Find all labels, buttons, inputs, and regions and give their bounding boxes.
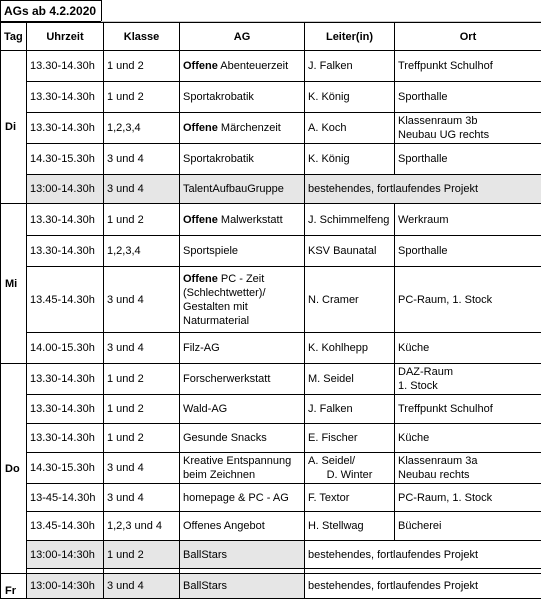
- day-cell-di[interactable]: Di: [1, 51, 27, 204]
- ag-cell[interactable]: Offenes Angebot: [180, 512, 305, 541]
- ag-name: Märchenzeit: [220, 122, 281, 134]
- klasse-cell[interactable]: 3 und 4: [104, 574, 180, 599]
- table-row: [1, 484, 541, 512]
- day-cell-do[interactable]: Do: [1, 364, 27, 574]
- table-row: [1, 267, 541, 333]
- klasse-cell[interactable]: 3 und 4: [104, 484, 180, 512]
- ag-bold-prefix: Offene: [183, 60, 218, 72]
- ort-cell[interactable]: Sporthalle: [395, 144, 541, 175]
- table-row: [1, 364, 541, 395]
- time-cell[interactable]: 13.30-14.30h: [27, 82, 104, 113]
- table-row: [1, 113, 541, 144]
- ag-name: Malwerkstatt: [220, 213, 283, 226]
- leiter-cell[interactable]: K. Kohlhepp: [305, 333, 395, 364]
- klasse-cell[interactable]: 1 und 2: [104, 51, 180, 82]
- leiter-line: D. Winter: [326, 469, 373, 481]
- ort-cell[interactable]: Werkraum: [395, 204, 541, 236]
- leiter-cell[interactable]: KSV Baunatal: [305, 236, 395, 267]
- table-row: [1, 541, 541, 569]
- header-klasse[interactable]: Klasse: [104, 23, 180, 51]
- ag-cell[interactable]: Gesunde Snacks: [180, 424, 305, 453]
- ag-bold-prefix: Offene: [183, 213, 218, 226]
- time-cell[interactable]: 14.00-15.30h: [27, 333, 104, 364]
- ort-cell[interactable]: Treffpunkt Schulhof: [395, 51, 541, 82]
- time-cell[interactable]: 13.45-14.30h: [27, 267, 104, 333]
- header-leiter[interactable]: Leiter(in): [305, 23, 395, 51]
- table-row: [1, 82, 541, 113]
- ag-line: [183, 272, 301, 286]
- ag-cell[interactable]: BallStars: [180, 574, 305, 599]
- project-cell[interactable]: bestehendes, fortlaufendes Projekt: [305, 541, 541, 569]
- leiter-cell[interactable]: J. Falken: [305, 51, 395, 82]
- time-cell[interactable]: 14.30-15.30h: [27, 144, 104, 175]
- ort-cell[interactable]: PC-Raum, 1. Stock: [395, 267, 541, 333]
- ag-line: beim Zeichnen: [183, 469, 256, 481]
- leiter-cell[interactable]: N. Cramer: [305, 267, 395, 333]
- time-cell[interactable]: 13:00-14:30h: [27, 541, 104, 569]
- klasse-cell[interactable]: 1,2,3,4: [104, 236, 180, 267]
- ag-cell[interactable]: BallStars: [180, 541, 305, 569]
- ag-cell[interactable]: Forscherwerkstatt: [180, 364, 305, 395]
- ort-cell[interactable]: Küche: [395, 333, 541, 364]
- ort-cell[interactable]: PC-Raum, 1. Stock: [395, 484, 541, 512]
- ort-cell[interactable]: [395, 364, 541, 395]
- ag-cell[interactable]: [180, 267, 305, 333]
- ag-cell[interactable]: Sportspiele: [180, 236, 305, 267]
- ag-line: Gestalten mit: [183, 300, 248, 313]
- ort-cell[interactable]: [395, 453, 541, 484]
- klasse-cell[interactable]: 1 und 2: [104, 395, 180, 424]
- time-cell[interactable]: 13:00-14:30h: [27, 574, 104, 599]
- klasse-cell[interactable]: 3 und 4: [104, 175, 180, 204]
- klasse-cell[interactable]: 1 und 2: [104, 364, 180, 395]
- ort-line: Klassenraum 3a: [398, 455, 478, 467]
- ort-line: DAZ-Raum: [398, 366, 454, 378]
- ort-cell[interactable]: Bücherei: [395, 512, 541, 541]
- ag-cell[interactable]: [180, 113, 305, 144]
- time-cell[interactable]: 13.30-14.30h: [27, 51, 104, 82]
- ag-cell[interactable]: Wald-AG: [180, 395, 305, 424]
- leiter-cell[interactable]: H. Stellwag: [305, 512, 395, 541]
- table-row: [1, 512, 541, 541]
- time-cell[interactable]: 13.45-14.30h: [27, 512, 104, 541]
- ort-cell[interactable]: [395, 113, 541, 144]
- ag-cell[interactable]: Filz-AG: [180, 333, 305, 364]
- table-row: [1, 175, 541, 204]
- klasse-cell[interactable]: 1 und 2: [104, 82, 180, 113]
- ag-bold-prefix: Offene: [183, 272, 218, 285]
- leiter-cell[interactable]: F. Textor: [305, 484, 395, 512]
- ort-cell[interactable]: Sporthalle: [395, 236, 541, 267]
- time-cell[interactable]: 13-45-14.30h: [27, 484, 104, 512]
- ag-cell[interactable]: [180, 204, 305, 236]
- ag-cell[interactable]: Sportakrobatik: [180, 82, 305, 113]
- header-ort[interactable]: Ort: [395, 23, 541, 51]
- ort-line: Neubau rechts: [398, 469, 470, 481]
- klasse-cell[interactable]: 3 und 4: [104, 144, 180, 175]
- table-row: [1, 453, 541, 484]
- leiter-cell[interactable]: K. König: [305, 82, 395, 113]
- leiter-cell[interactable]: M. Seidel: [305, 364, 395, 395]
- klasse-cell[interactable]: 1 und 2: [104, 424, 180, 453]
- klasse-cell[interactable]: 1,2,3,4: [104, 113, 180, 144]
- ag-line: (Schlechtwetter)/: [183, 286, 266, 299]
- table-row: [1, 574, 541, 599]
- table-row: [1, 236, 541, 267]
- time-cell[interactable]: 13.30-14.30h: [27, 113, 104, 144]
- klasse-cell[interactable]: 3 und 4: [104, 267, 180, 333]
- leiter-cell[interactable]: K. König: [305, 144, 395, 175]
- leiter-cell[interactable]: [305, 453, 395, 484]
- klasse-cell[interactable]: 1 und 2: [104, 541, 180, 569]
- empty-title-cells: [101, 0, 541, 22]
- header-row: [1, 23, 541, 51]
- time-cell[interactable]: 13.30-14.30h: [27, 424, 104, 453]
- ag-name: PC - Zeit: [220, 272, 265, 285]
- ort-cell[interactable]: Sporthalle: [395, 82, 541, 113]
- leiter-cell[interactable]: J. Schimmelfeng: [305, 204, 395, 236]
- time-cell[interactable]: 13.30-14.30h: [27, 395, 104, 424]
- table-row: [1, 333, 541, 364]
- ag-cell[interactable]: TalentAufbauGruppe: [180, 175, 305, 204]
- project-cell[interactable]: bestehendes, fortlaufendes Projekt: [305, 574, 541, 599]
- ort-cell[interactable]: Küche: [395, 424, 541, 453]
- ort-line: Neubau UG rechts: [398, 129, 490, 141]
- header-uhrzeit[interactable]: Uhrzeit: [27, 23, 104, 51]
- time-cell[interactable]: 13.30-14.30h: [27, 204, 104, 236]
- day-cell-mi[interactable]: Mi: [1, 204, 27, 364]
- ag-line: Kreative Entspannung: [183, 455, 292, 467]
- ort-cell[interactable]: Treffpunkt Schulhof: [395, 395, 541, 424]
- klasse-cell[interactable]: 3 und 4: [104, 333, 180, 364]
- ag-cell[interactable]: [180, 453, 305, 484]
- ag-table: [0, 22, 541, 599]
- ort-line: 1. Stock: [398, 380, 438, 392]
- header-tag[interactable]: Tag: [1, 23, 27, 51]
- day-cell-fr[interactable]: Fr: [1, 574, 27, 599]
- table-row: [1, 395, 541, 424]
- ag-cell[interactable]: homepage & PC - AG: [180, 484, 305, 512]
- project-cell[interactable]: bestehendes, fortlaufendes Projekt: [305, 175, 541, 204]
- time-cell[interactable]: 13.30-14.30h: [27, 364, 104, 395]
- ag-cell[interactable]: Sportakrobatik: [180, 144, 305, 175]
- leiter-cell[interactable]: A. Koch: [305, 113, 395, 144]
- ag-name: Abenteuerzeit: [220, 60, 289, 72]
- time-cell[interactable]: 13:00-14.30h: [27, 175, 104, 204]
- header-ag[interactable]: AG: [180, 23, 305, 51]
- klasse-cell[interactable]: 3 und 4: [104, 453, 180, 484]
- klasse-cell[interactable]: 1 und 2: [104, 204, 180, 236]
- ag-line: Naturmaterial: [183, 314, 250, 327]
- table-row: [1, 144, 541, 175]
- ort-line: Klassenraum 3b: [398, 115, 478, 127]
- ag-bold-prefix: Offene: [183, 122, 218, 134]
- time-cell[interactable]: 13.30-14.30h: [27, 236, 104, 267]
- leiter-cell[interactable]: E. Fischer: [305, 424, 395, 453]
- time-cell[interactable]: 14.30-15.30h: [27, 453, 104, 484]
- table-row: [1, 51, 541, 82]
- table-row: [1, 424, 541, 453]
- leiter-line: A. Seidel/: [308, 455, 356, 467]
- ag-cell[interactable]: [180, 51, 305, 82]
- sheet-title[interactable]: AGs ab 4.2.2020: [0, 0, 102, 22]
- klasse-cell[interactable]: 1,2,3 und 4: [104, 512, 180, 541]
- leiter-cell[interactable]: J. Falken: [305, 395, 395, 424]
- table-row: [1, 204, 541, 236]
